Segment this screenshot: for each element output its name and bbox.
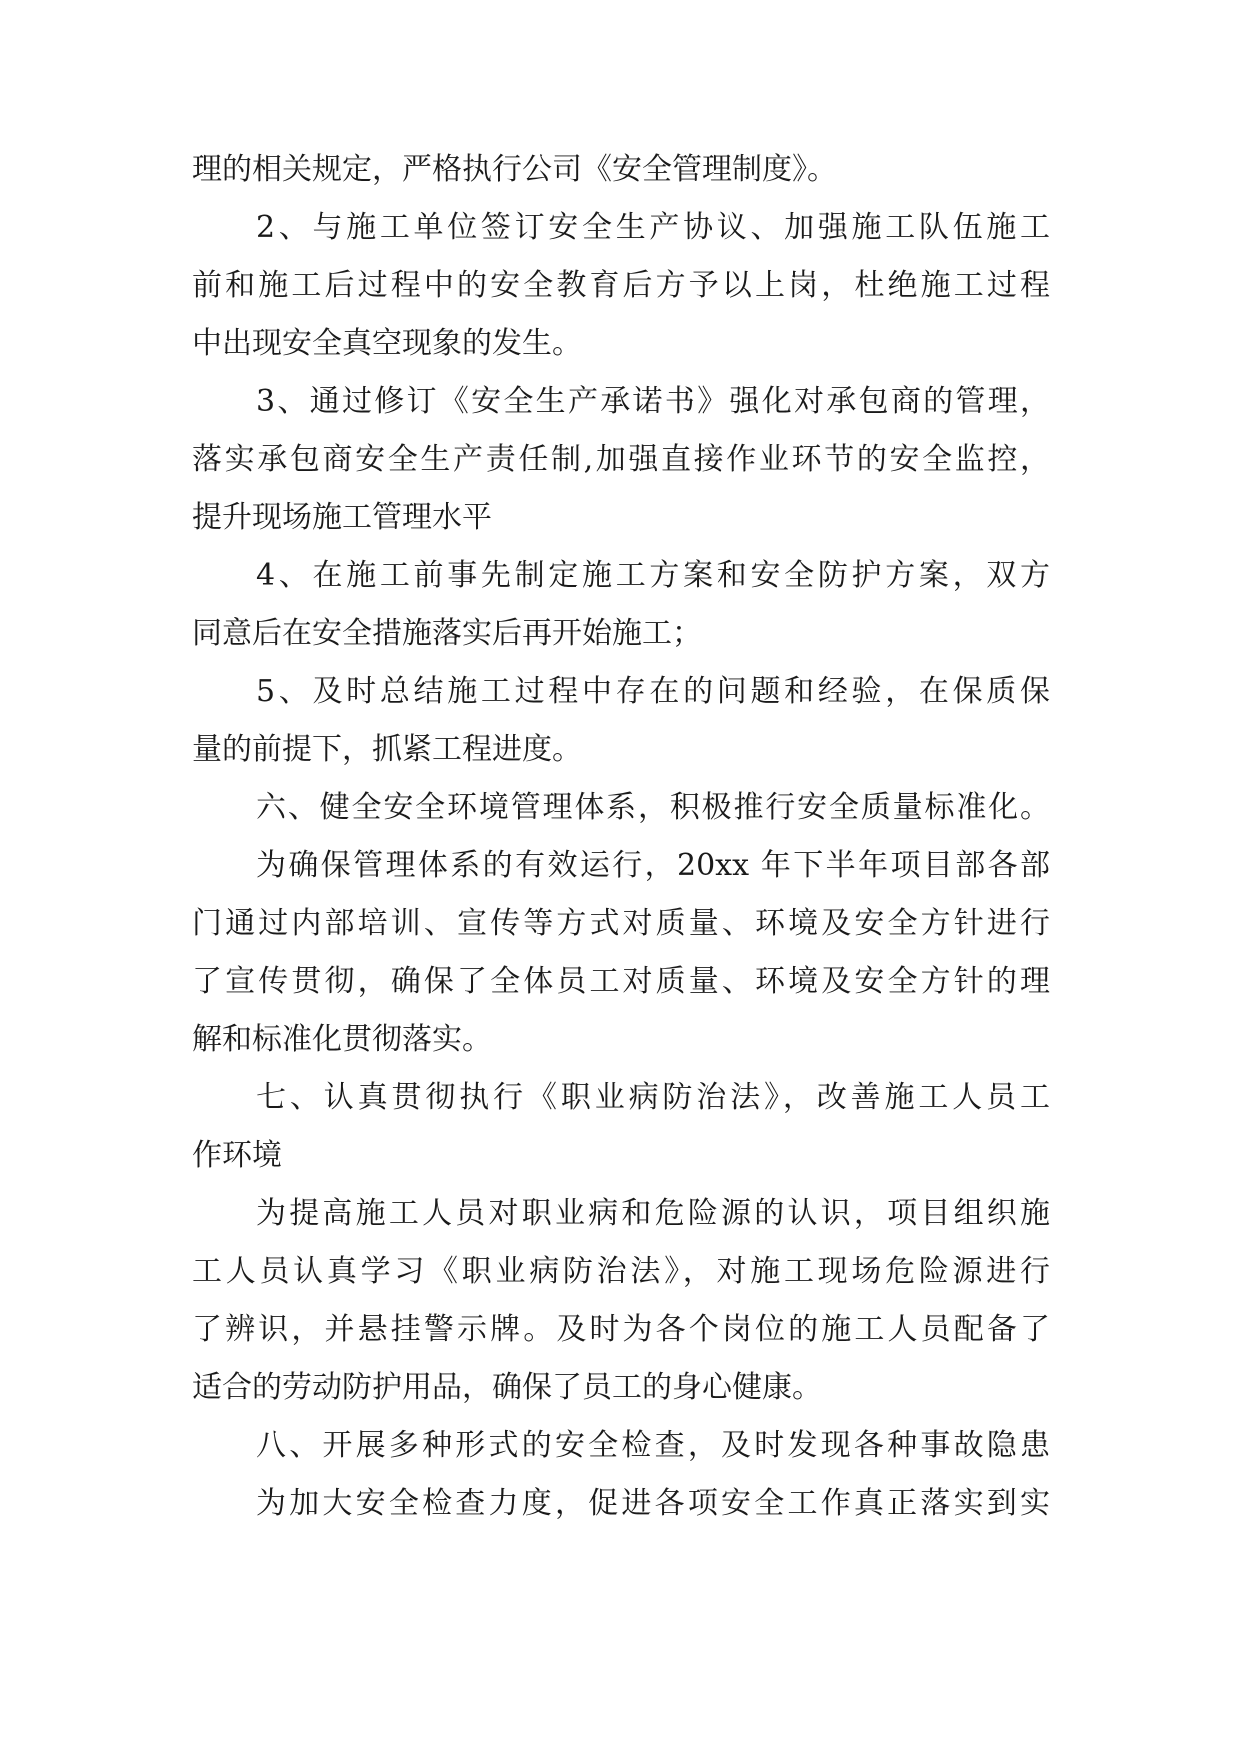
text-line: 3、通过修订《安全生产承诺书》强化对承包商的管理， — [256, 384, 1050, 419]
text-line: 落实承包商安全生产责任制,加强直接作业环节的安全监控， — [192, 442, 1050, 477]
text-line: 4、在施工前事先制定施工方案和安全防护方案，双方 — [256, 558, 1050, 593]
text-line: 为确保管理体系的有效运行，20xx 年下半年项目部各部 — [256, 848, 1050, 883]
text-line: 了辨识，并悬挂警示牌。及时为各个岗位的施工人员配备了 — [192, 1312, 1050, 1347]
text-line: 前和施工后过程中的安全教育后方予以上岗，杜绝施工过程 — [192, 268, 1050, 303]
text-line: 为提高施工人员对职业病和危险源的认识，项目组织施 — [256, 1196, 1050, 1231]
section-heading: 六、健全安全环境管理体系，积极推行安全质量标准化。 — [256, 790, 1050, 825]
text-line: 了宣传贯彻，确保了全体员工对质量、环境及安全方针的理 — [192, 964, 1050, 999]
text-line: 适合的劳动防护用品，确保了员工的身心健康。 — [192, 1370, 822, 1405]
text-line: 理的相关规定，严格执行公司《安全管理制度》。 — [192, 152, 837, 187]
text-line: 门通过内部培训、宣传等方式对质量、环境及安全方针进行 — [192, 906, 1050, 941]
text-line: 中出现安全真空现象的发生。 — [192, 326, 582, 361]
text-line: 提升现场施工管理水平 — [192, 500, 492, 535]
text-line: 2、与施工单位签订安全生产协议、加强施工队伍施工 — [256, 210, 1050, 245]
text-line: 工人员认真学习《职业病防治法》，对施工现场危险源进行 — [192, 1254, 1050, 1289]
text-line: 同意后在安全措施落实后再开始施工； — [192, 616, 702, 651]
section-heading-continuation: 作环境 — [192, 1138, 282, 1173]
text-line: 为加大安全检查力度，促进各项安全工作真正落实到实 — [256, 1486, 1050, 1521]
text-line: 解和标准化贯彻落实。 — [192, 1022, 492, 1057]
text-line: 5、及时总结施工过程中存在的问题和经验，在保质保 — [256, 674, 1050, 709]
text-line: 量的前提下，抓紧工程进度。 — [192, 732, 582, 767]
section-heading: 七、认真贯彻执行《职业病防治法》，改善施工人员工 — [256, 1080, 1050, 1115]
section-heading: 八、开展多种形式的安全检查，及时发现各种事故隐患 — [256, 1428, 1050, 1463]
